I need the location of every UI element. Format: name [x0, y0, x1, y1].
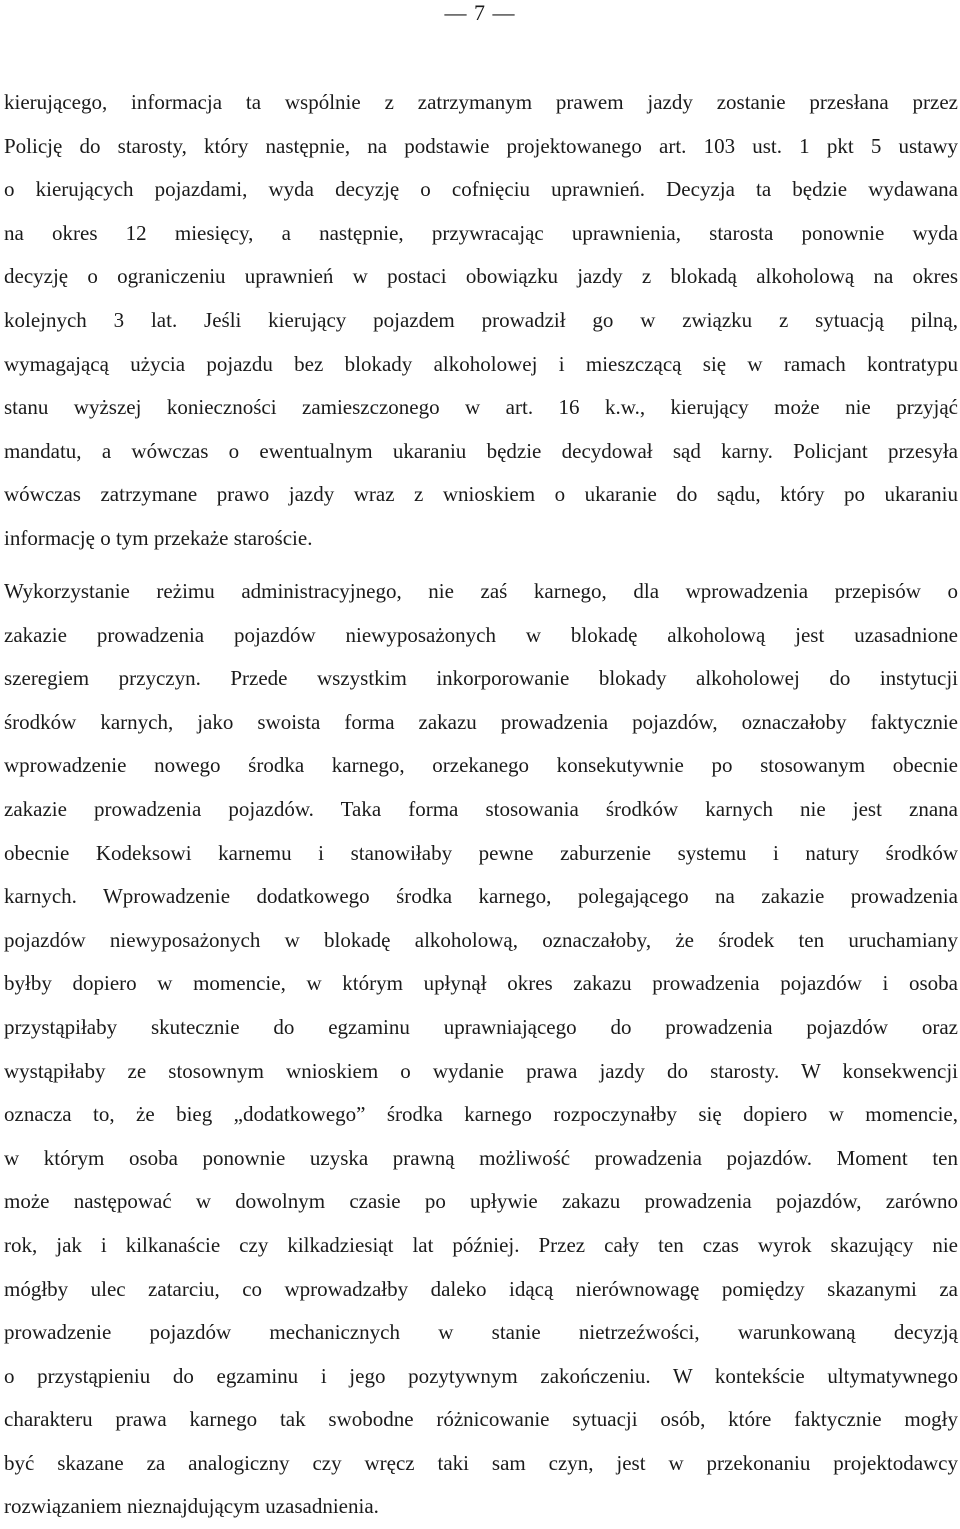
text-line: decyzję o ograniczeniu uprawnień w postaci obowiązku jazdy z blokadą alkoholową na okres — [4, 264, 958, 289]
text-line: zakazie prowadzenia pojazdów niewyposażonych w blokadę alkoholową jest uzasadnione — [4, 622, 958, 647]
text-line: w którym osoba ponownie uzyska prawną możliwość prowadzenia pojazdów. Moment ten — [4, 1145, 958, 1170]
text-line: byłby dopiero w momencie, w którym upłynął okres zakazu prowadzenia pojazdów i osoba — [4, 971, 958, 996]
text-line: kierującego, informacja ta wspólnie z zatrzymanym prawem jazdy zostanie przesłana przez — [4, 90, 958, 114]
text-line: pojazdów niewyposażonych w blokadę alkoholową, oznaczałoby, że środek ten uruchamiany — [4, 927, 958, 952]
text-line: zakazie prowadzenia pojazdów. Taka forma stosowania środków karnych nie jest znana — [4, 796, 958, 821]
text-line: prowadzenie pojazdów mechanicznych w stanie nietrzeźwości, warunkowaną decyzją — [4, 1320, 958, 1345]
text-line: stanu wyższej konieczności zamieszczonego w art. 16 k.w., kierujący może nie przyjąć — [4, 395, 958, 420]
text-line: szeregiem przyczyn. Przede wszystkim inkorporowanie blokady alkoholowej do instytucji — [4, 666, 958, 691]
paragraph — [4, 81, 958, 561]
text-line: na okres 12 miesięcy, a następnie, przywracając uprawnienia, starosta ponownie wyda — [4, 220, 958, 245]
text-line: o przystąpieniu do egzaminu i jego pozytywnym zakończeniu. W kontekście ultymatywnego — [4, 1363, 958, 1388]
text-line: mógłby ulec zatarciu, co wprowadzałby daleko idącą nierównowagę pomiędzy skazanymi za — [4, 1276, 958, 1301]
text-line: charakteru prawa karnego tak swobodne różnicowanie sytuacji osób, które faktycznie mogły — [4, 1407, 958, 1432]
text-line: być skazane za analogiczny czy wręcz taki sam czyn, jest w przekonaniu projektodawcy — [4, 1450, 958, 1475]
text-line: Policję do starosty, który następnie, na podstawie projektowanego art. 103 ust. 1 pkt 5 ustawy — [4, 133, 958, 158]
text-line: obecnie Kodeksowi karnemu i stanowiłaby pewne zaburzenie systemu i natury środków — [4, 840, 958, 865]
text-line: wprowadzenie nowego środka karnego, orzekanego konsekutywnie po stosowanym obecnie — [4, 753, 958, 778]
text-line: przystąpiłaby skutecznie do egzaminu uprawniającego do prowadzenia pojazdów oraz — [4, 1014, 958, 1039]
page-number: — 7 — — [444, 0, 516, 25]
text-line: może następować w dowolnym czasie po upływie zakazu prowadzenia pojazdów, zarówno — [4, 1189, 958, 1214]
text-line: oznacza to, że bieg „dodatkowego” środka karnego rozpoczynałby się dopiero w momencie, — [4, 1102, 958, 1127]
text-line: rozwiązaniem nieznajdującym uzasadnienia. — [4, 1494, 379, 1519]
text-line: kolejnych 3 lat. Jeśli kierujący pojazdem prowadził go w związku z sytuacją pilną, — [4, 307, 958, 332]
text-line: wówczas zatrzymane prawo jazdy wraz z wnioskiem o ukaranie do sądu, który po ukaraniu — [4, 482, 958, 507]
text-line: o kierujących pojazdami, wyda decyzję o cofnięciu uprawnień. Decyzja ta będzie wydawana — [4, 177, 958, 202]
text-line: środków karnych, jako swoista forma zakazu prowadzenia pojazdów, oznaczałoby faktycznie — [4, 709, 958, 734]
text-line: Wykorzystanie reżimu administracyjnego, nie zaś karnego, dla wprowadzenia przepisów o — [4, 579, 958, 603]
text-line: wymagającą użycia pojazdu bez blokady alkoholowej i mieszczącą się w ramach kontratypu — [4, 351, 958, 376]
text-line: rok, jak i kilkanaście czy kilkadziesiąt lat później. Przez cały ten czas wyrok skazujący nie — [4, 1232, 958, 1257]
text-line: karnych. Wprowadzenie dodatkowego środka karnego, polegającego na zakazie prowadzenia — [4, 884, 958, 909]
paragraph — [4, 570, 958, 1529]
text-line: wystąpiłaby ze stosownym wnioskiem o wydanie prawa jazdy do starosty. W konsekwencji — [4, 1058, 958, 1083]
text-line: mandatu, a wówczas o ewentualnym ukaraniu będzie decydował sąd karny. Policjant przesyła — [4, 438, 958, 463]
text-line: informację o tym przekaże staroście. — [4, 525, 313, 550]
